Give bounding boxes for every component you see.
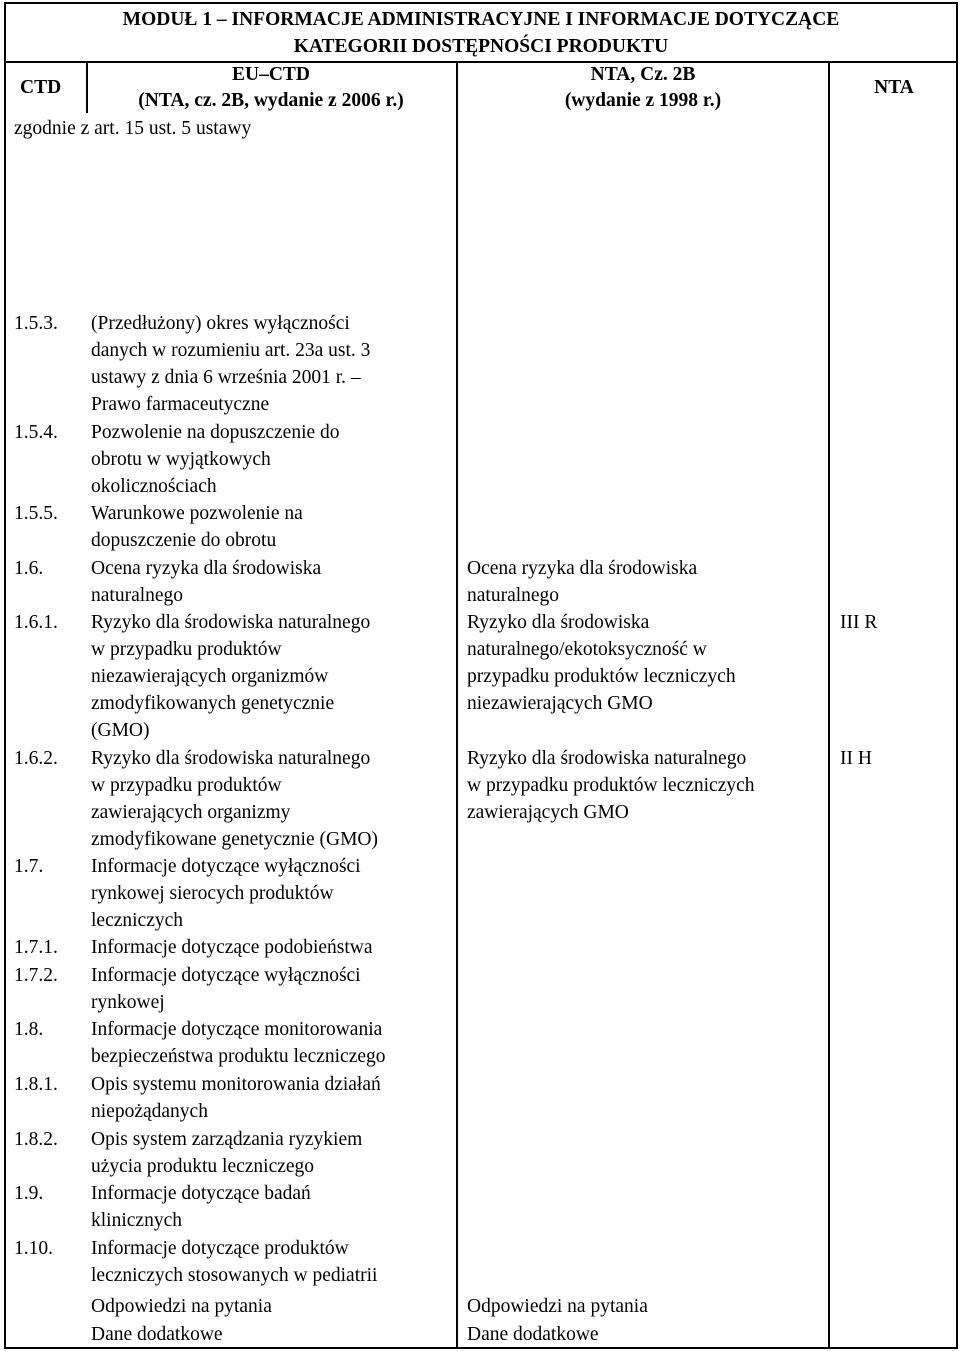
description-line: ustawy z dnia 6 września 2001 r. –	[91, 367, 361, 388]
row-number: 1.8.2.	[14, 1129, 58, 1150]
description-line: Odpowiedzi na pytania	[91, 1296, 272, 1317]
row-description	[91, 500, 303, 554]
description-line: Informacje dotyczące wyłączności	[91, 856, 361, 877]
header-nta2b-line1: NTA, Cz. 2B	[590, 64, 696, 85]
row-nta: III R	[840, 612, 878, 633]
row-number: 1.8.	[14, 1019, 44, 1040]
description-line: Opis system zarządzania ryzykiem	[91, 1129, 363, 1150]
nta2b-line: przypadku produktów leczniczych	[467, 666, 736, 687]
row-number: 1.6.	[14, 558, 44, 579]
description-line: w przypadku produktów	[91, 639, 282, 660]
description-line: Pozwolenie na dopuszczenie do	[91, 422, 340, 443]
row-description	[91, 1235, 377, 1289]
row-description	[91, 1071, 381, 1125]
header-euctd-line2: (NTA, cz. 2B, wydanie z 2006 r.)	[138, 90, 404, 111]
description-line: Warunkowe pozwolenie na	[91, 503, 303, 524]
description-line: naturalnego	[91, 585, 184, 606]
description-line: Ryzyko dla środowiska naturalnego	[91, 612, 371, 633]
row-nta2b	[467, 609, 736, 717]
row-number: 1.10.	[14, 1238, 53, 1259]
nta2b-line: w przypadku produktów leczniczych	[467, 775, 755, 796]
description-line: rynkowej	[91, 992, 165, 1013]
description-line: Opis systemu monitorowania działań	[91, 1074, 381, 1095]
header-ctd: CTD	[20, 77, 62, 98]
description-line: niepożądanych	[91, 1101, 208, 1122]
description-line: Ocena ryzyka dla środowiska	[91, 558, 322, 579]
description-line: bezpieczeństwa produktu leczniczego	[91, 1046, 386, 1067]
nta2b-line: Ryzyko dla środowiska naturalnego	[467, 748, 747, 769]
nta2b-line: Ryzyko dla środowiska	[467, 612, 650, 633]
description-line: niezawierających organizmów	[91, 666, 329, 687]
row-description	[91, 1016, 386, 1070]
nta2b-line: niezawierających GMO	[467, 693, 653, 714]
nta2b-line: naturalnego	[467, 585, 560, 606]
row-description	[91, 419, 340, 500]
row-description	[91, 1321, 223, 1348]
description-line: Prawo farmaceutyczne	[91, 394, 270, 415]
row-number: 1.6.2.	[14, 748, 58, 769]
row-nta2b	[467, 1293, 648, 1320]
nta2b-line: Ocena ryzyka dla środowiska	[467, 558, 698, 579]
description-line: w przypadku produktów	[91, 775, 282, 796]
description-line: obrotu w wyjątkowych	[91, 449, 271, 470]
description-line: (GMO)	[91, 720, 150, 741]
header-euctd-line3: zgodnie z art. 15 ust. 5 ustawy	[14, 118, 252, 139]
row-description	[91, 934, 373, 961]
description-line: (Przedłużony) okres wyłączności	[91, 313, 350, 334]
header-nta: NTA	[874, 77, 914, 98]
nta2b-line: naturalnego/ekotoksyczność w	[467, 639, 707, 660]
description-line: zawierających organizmy	[91, 802, 291, 823]
row-nta: II H	[840, 748, 872, 769]
description-line: leczniczych stosowanych w pediatrii	[91, 1265, 378, 1286]
row-nta2b	[467, 745, 755, 826]
row-nta2b	[467, 1321, 599, 1348]
row-description	[91, 1293, 272, 1320]
row-number: 1.5.3.	[14, 313, 58, 334]
description-line: klinicznych	[91, 1210, 182, 1231]
row-number: 1.7.	[14, 856, 44, 877]
description-line: użycia produktu leczniczego	[91, 1156, 315, 1177]
row-number: 1.5.5.	[14, 503, 58, 524]
nta2b-line: Odpowiedzi na pytania	[467, 1296, 648, 1317]
description-line: danych w rozumieniu art. 23a ust. 3	[91, 340, 371, 361]
row-number: 1.7.1.	[14, 937, 58, 958]
nta2b-line: Dane dodatkowe	[467, 1324, 599, 1345]
description-line: Ryzyko dla środowiska naturalnego	[91, 748, 371, 769]
description-line: Informacje dotyczące wyłączności	[91, 965, 361, 986]
nta2b-line: zawierających GMO	[467, 802, 629, 823]
description-line: okolicznościach	[91, 476, 217, 497]
description-line: dopuszczenie do obrotu	[91, 530, 277, 551]
page-title-line2: KATEGORII DOSTĘPNOŚCI PRODUKTU	[293, 36, 669, 57]
row-description	[91, 853, 361, 934]
description-line: Informacje dotyczące badań	[91, 1183, 311, 1204]
row-description	[91, 310, 370, 418]
description-line: leczniczych	[91, 910, 184, 931]
description-line: Informacje dotyczące monitorowania	[91, 1019, 383, 1040]
description-line: Informacje dotyczące podobieństwa	[91, 937, 373, 958]
row-nta2b	[467, 555, 697, 609]
row-number: 1.7.2.	[14, 965, 58, 986]
row-description	[91, 745, 378, 853]
row-description	[91, 1126, 362, 1180]
description-line: Dane dodatkowe	[91, 1324, 223, 1345]
column-divider-3	[828, 61, 830, 1349]
row-description	[91, 1180, 311, 1234]
row-number: 1.9.	[14, 1183, 44, 1204]
description-line: zmodyfikowanych genetycznie	[91, 693, 335, 714]
row-description	[91, 555, 321, 609]
description-line: Informacje dotyczące produktów	[91, 1238, 349, 1259]
description-line: zmodyfikowane genetycznie (GMO)	[91, 829, 378, 850]
header-nta2b-line2: (wydanie z 1998 r.)	[564, 90, 722, 111]
row-description	[91, 962, 361, 1016]
row-number: 1.5.4.	[14, 422, 58, 443]
row-number: 1.8.1.	[14, 1074, 58, 1095]
row-description	[91, 609, 370, 744]
row-number: 1.6.1.	[14, 612, 58, 633]
column-divider-2	[456, 61, 458, 1349]
page-title-line1: MODUŁ 1 – INFORMACJE ADMINISTRACYJNE I INFORMACJE DOTYCZĄCE	[122, 9, 840, 30]
description-line: rynkowej sierocych produktów	[91, 883, 334, 904]
header-euctd-line1: EU–CTD	[231, 64, 310, 85]
